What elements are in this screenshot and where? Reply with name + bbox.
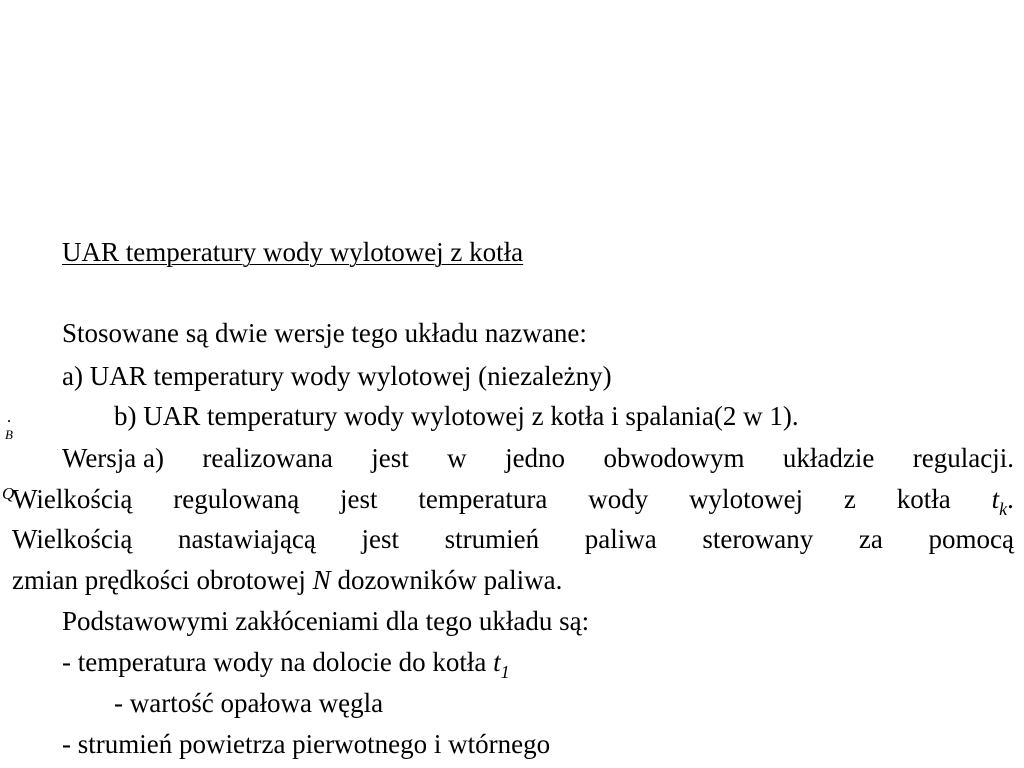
slide-title: UAR temperatury wody wylotowej z kotła	[62, 237, 524, 267]
para-word: układzie	[782, 443, 875, 473]
para-word: regulowaną	[173, 484, 300, 514]
para-word: obwodowym	[603, 443, 745, 473]
para-word: pomocą	[928, 524, 1014, 554]
disturbance-item-3: - strumień powietrza pierwotnego i wtórnego	[62, 729, 551, 759]
variable-t1: t	[493, 647, 501, 677]
para-line4-a: zmian prędkości obrotowej	[12, 565, 313, 595]
paragraph-line-2	[12, 484, 1014, 519]
paragraph-line-3	[12, 526, 1014, 553]
para-word: paliwa	[584, 524, 657, 554]
para-word: Wersja a)	[62, 443, 165, 473]
margin-q-mark: Q	[2, 484, 15, 503]
margin-b-mark: B	[5, 427, 13, 442]
para-word: wody	[588, 484, 649, 514]
subscript-1: 1	[500, 662, 510, 682]
item1-text: - temperatura wody na dolocie do kotła	[62, 647, 494, 677]
variant-b-text: b) UAR temperatury wody wylotowej z kotła i spalania(2 w 1).	[114, 401, 799, 431]
para-word: Wielkością	[12, 524, 133, 554]
variable-t: t	[991, 484, 1000, 514]
para-word: w	[447, 443, 467, 473]
intro-text: Stosowane są dwie wersje tego układu nazwane:	[62, 318, 587, 348]
paragraph-line-1	[62, 445, 1014, 472]
para-word: wylotowej	[689, 484, 804, 514]
subscript-k: k	[999, 499, 1008, 519]
variable-n: N	[312, 565, 331, 595]
para-word: jest	[361, 524, 400, 554]
para-word: za	[858, 524, 883, 554]
para-word: jest	[371, 443, 409, 473]
disturbances-intro: Podstawowymi zakłóceniami dla tego układu są:	[62, 606, 590, 636]
variant-a-text: a) UAR temperatury wody wylotowej (niezależny)	[62, 361, 612, 391]
para-word: nastawiającą	[177, 524, 316, 554]
para-word: Wielkością	[12, 484, 133, 514]
para-word: jedno	[505, 443, 566, 473]
period: .	[1007, 484, 1014, 514]
para-word: temperatura	[418, 484, 548, 514]
para-word: z	[843, 484, 856, 514]
para-word: sterowany	[702, 524, 814, 554]
para-word: regulacji.	[912, 443, 1014, 473]
disturbance-item-2: - wartość opałowa węgla	[114, 688, 384, 718]
paragraph-line-4	[12, 567, 562, 594]
para-word: strumień	[444, 524, 540, 554]
para-word: kotła	[896, 484, 951, 514]
para-word: jest	[340, 484, 378, 514]
para-word: realizowana	[202, 443, 333, 473]
para-line4-b: dozowników paliwa.	[330, 565, 563, 595]
variable-tk	[991, 484, 1014, 519]
disturbance-item-1	[62, 647, 510, 682]
margin-dot-mark	[8, 420, 10, 422]
